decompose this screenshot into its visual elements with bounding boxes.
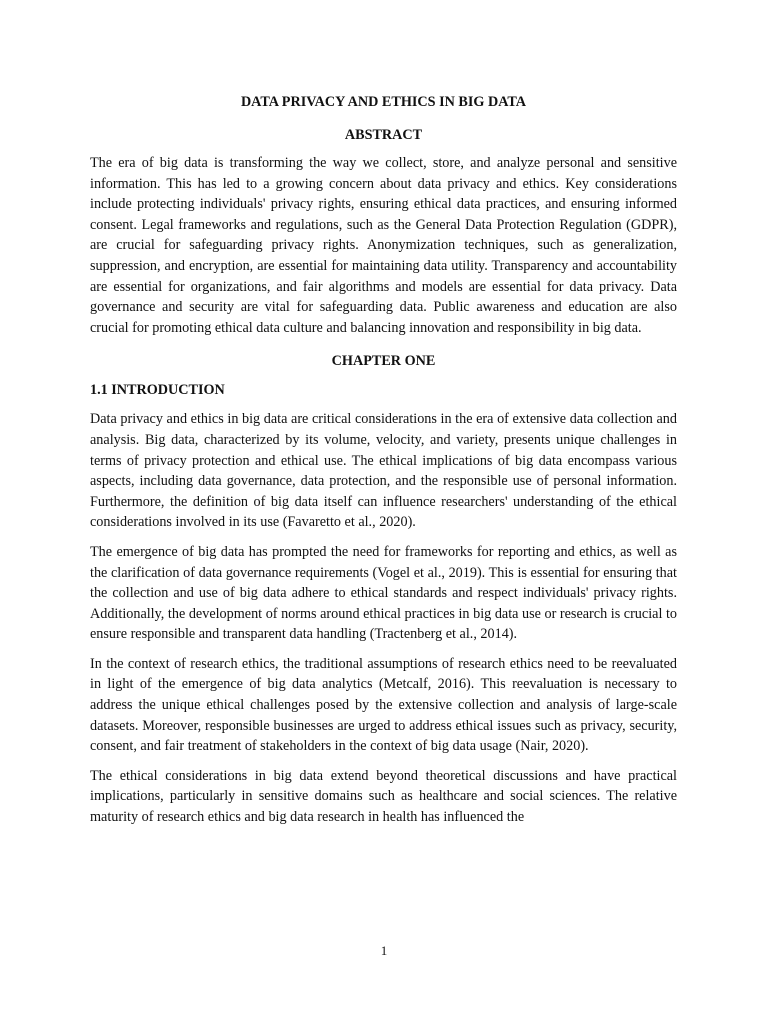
document-title: DATA PRIVACY AND ETHICS IN BIG DATA (240, 94, 527, 110)
body-paragraph: Data privacy and ethics in big data are critical considerations in the era of extensive data collection and analysis. Big data, characterized by its volume, velocity, and variety, presents unique challenges in terms of privacy protection and ethical use. The ethical implications of big data encompass various aspects, including data governance, data protection, and the responsible use of personal information. Furthermore, the definition of big data itself can influence researchers' understanding of the ethical considerations involved in its use (Favaretto et al., 2020). (90, 411, 677, 531)
body-paragraph: The emergence of big data has prompted the need for frameworks for reporting and ethics, as well as the clarification of data governance requirements (Vogel et al., 2019). This is essential for ensuring that the collection and use of big data adhere to ethical standards and respect individuals' privacy rights. Additionally, the development of norms around ethical practices in big data use or research is crucial to ensure responsible and transparent data handling (Tractenberg et al., 2014). (90, 543, 677, 643)
abstract-paragraph: The era of big data is transforming the way we collect, store, and analyze personal and sensitive information. This has led to a growing concern about data privacy and ethics. Key considerations include protecting individuals' privacy rights, ensuring ethical data practices, and ensuring informed consent. Legal frameworks and regulations, such as the General Data Protection Regulation (GDPR), are crucial for safeguarding privacy rights. Anonymization techniques, such as generalization, suppression, and encryption, are essential for maintaining data utility. Transparency and accountability are essential for organizations, and fair algorithms and models are essential for data privacy. Data governance and security are vital for safeguarding data. Public awareness and education are also crucial for promoting ethical data culture and balancing innovation and responsibility in big data. (90, 155, 677, 336)
body-paragraph: The ethical considerations in big data extend beyond theoretical discussions and have practical implications, particularly in sensitive domains such as healthcare and social sciences. The relative maturity of research ethics and big data research in health has influenced the (90, 767, 677, 826)
page-number: 1 (380, 943, 388, 958)
abstract-heading: ABSTRACT (344, 127, 423, 143)
body-paragraph: In the context of research ethics, the traditional assumptions of research ethics need to be reevaluated in light of the emergence of big data analytics (Metcalf, 2016). This reevaluation is necessary to address the unique ethical challenges posed by the extensive collection and analysis of large-scale datasets. Moreover, responsible businesses are urged to address ethical issues such as privacy, security, consent, and fair treatment of stakeholders in the context of big data usage (Nair, 2020). (90, 655, 677, 755)
section-heading: 1.1 INTRODUCTION (90, 382, 225, 399)
document-body (90, 92, 677, 837)
chapter-heading: CHAPTER ONE (331, 353, 436, 370)
